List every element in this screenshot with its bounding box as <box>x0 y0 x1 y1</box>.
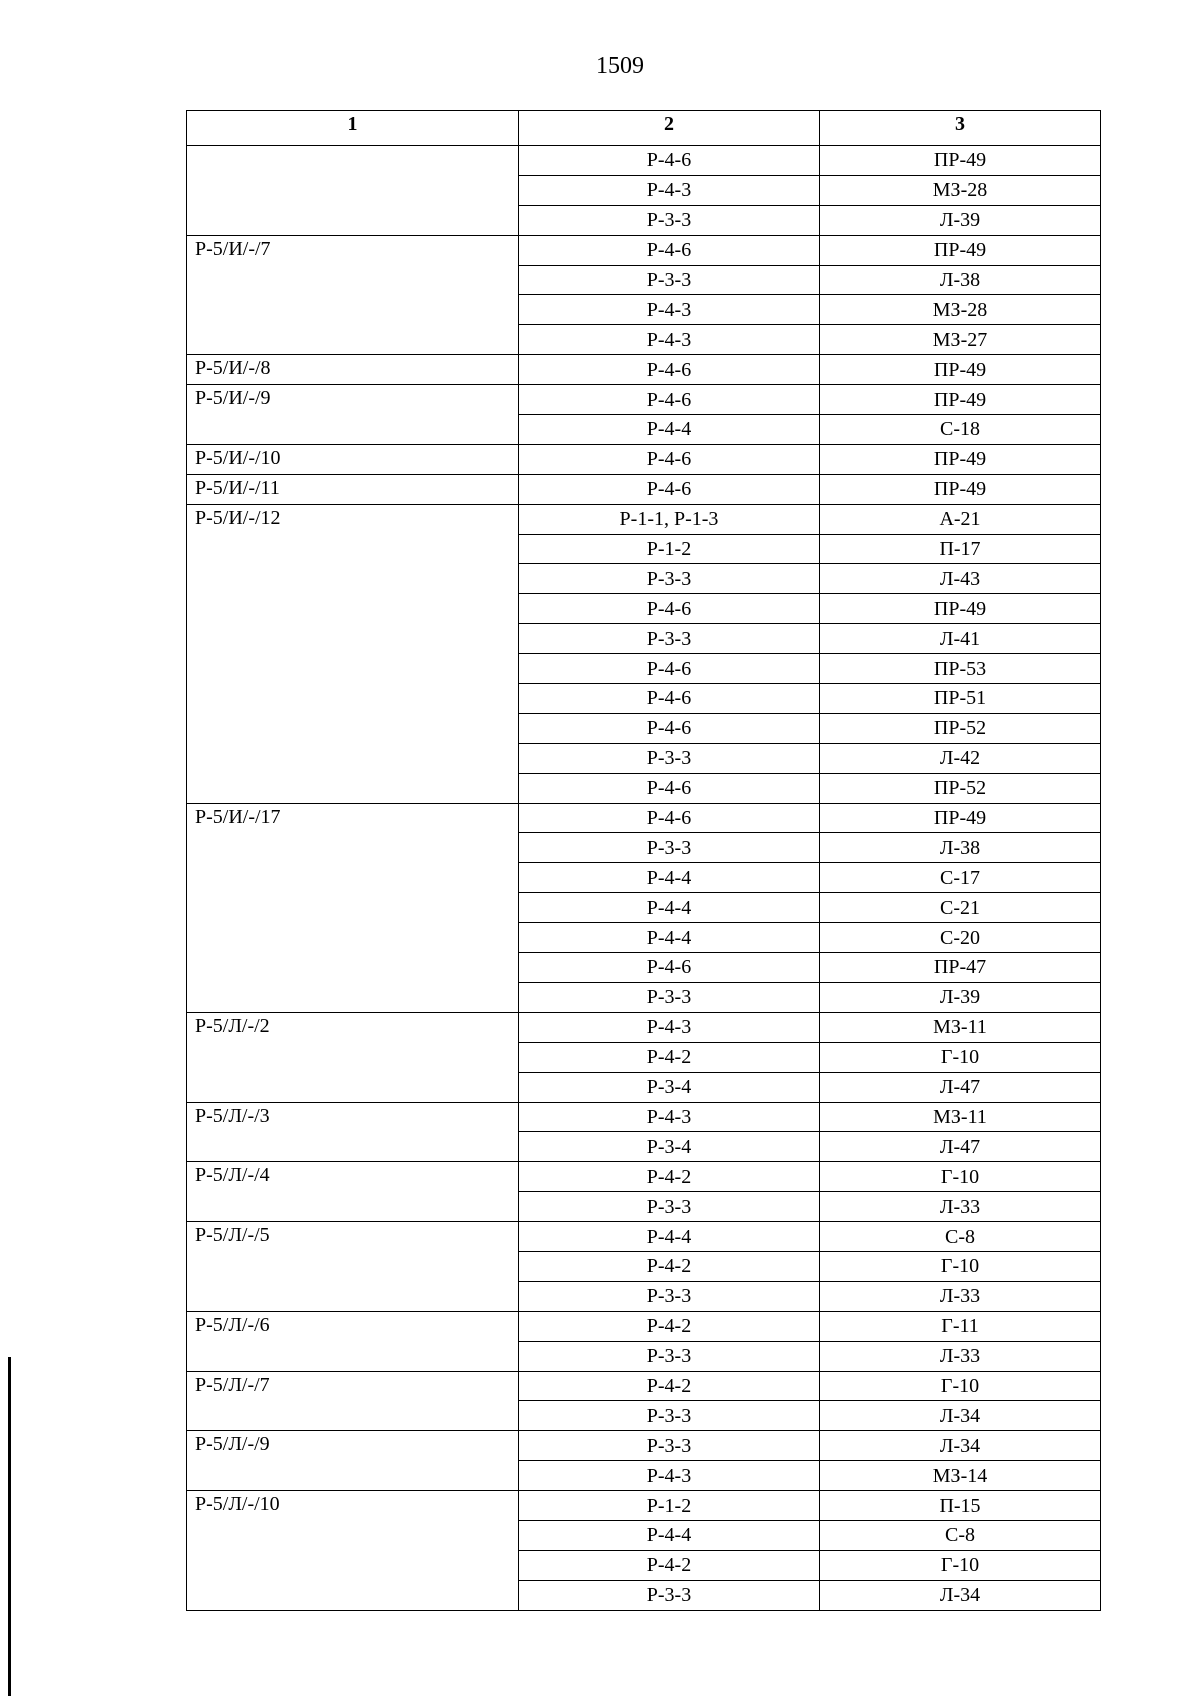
group-label-cell: Р-5/Л/-/3 <box>187 1102 519 1162</box>
group-label-cell: Р-5/Л/-/2 <box>187 1012 519 1102</box>
reference-cell: Р-4-6 <box>519 146 820 176</box>
code-cell: ПР-52 <box>820 773 1101 803</box>
code-cell: ПР-49 <box>820 594 1101 624</box>
code-cell: Г-11 <box>820 1311 1101 1341</box>
reference-cell: Р-4-2 <box>519 1311 820 1341</box>
table-row <box>187 385 1101 415</box>
table-row <box>187 1102 1101 1132</box>
reference-cell: Р-4-3 <box>519 1102 820 1132</box>
group-label-cell <box>187 146 519 236</box>
reference-cell: Р-3-3 <box>519 624 820 654</box>
reference-cell: Р-4-6 <box>519 474 820 504</box>
code-cell: ПР-49 <box>820 146 1101 176</box>
reference-cell: Р-4-6 <box>519 235 820 265</box>
reference-cell: Р-4-4 <box>519 1520 820 1550</box>
table-header-row <box>187 111 1101 146</box>
reference-cell: Р-4-3 <box>519 1012 820 1042</box>
reference-table <box>186 110 1101 1611</box>
reference-cell: Р-3-3 <box>519 205 820 235</box>
reference-cell: Р-4-6 <box>519 803 820 833</box>
reference-cell: Р-4-2 <box>519 1162 820 1192</box>
reference-cell: Р-1-2 <box>519 534 820 564</box>
group-label-cell: Р-5/И/-/9 <box>187 385 519 445</box>
code-cell: Л-39 <box>820 982 1101 1012</box>
column-header-2: 2 <box>519 111 820 146</box>
code-cell: Л-33 <box>820 1281 1101 1311</box>
code-cell: Л-34 <box>820 1431 1101 1461</box>
code-cell: ПР-49 <box>820 355 1101 385</box>
code-cell: Л-47 <box>820 1072 1101 1102</box>
reference-cell: Р-1-1, Р-1-3 <box>519 504 820 534</box>
code-cell: МЗ-28 <box>820 175 1101 205</box>
reference-cell: Р-3-3 <box>519 564 820 594</box>
code-cell: Л-42 <box>820 743 1101 773</box>
code-cell: МЗ-28 <box>820 295 1101 325</box>
reference-cell: Р-4-2 <box>519 1550 820 1580</box>
code-cell: Г-10 <box>820 1162 1101 1192</box>
code-cell: Г-10 <box>820 1371 1101 1401</box>
code-cell: ПР-47 <box>820 953 1101 983</box>
table-row <box>187 1311 1101 1341</box>
reference-cell: Р-4-6 <box>519 953 820 983</box>
reference-cell: Р-4-6 <box>519 684 820 714</box>
reference-cell: Р-4-2 <box>519 1042 820 1072</box>
group-label-cell: Р-5/Л/-/10 <box>187 1491 519 1611</box>
table-row <box>187 1491 1101 1521</box>
code-cell: ПР-53 <box>820 654 1101 684</box>
group-label-cell: Р-5/Л/-/9 <box>187 1431 519 1491</box>
page-number: 1509 <box>596 53 644 79</box>
reference-cell: Р-4-4 <box>519 1222 820 1252</box>
reference-cell: Р-4-2 <box>519 1371 820 1401</box>
reference-cell: Р-3-3 <box>519 743 820 773</box>
code-cell: С-20 <box>820 923 1101 953</box>
group-label-cell: Р-5/И/-/8 <box>187 355 519 385</box>
group-label-cell: Р-5/Л/-/6 <box>187 1311 519 1371</box>
reference-cell: Р-4-4 <box>519 863 820 893</box>
code-cell: Л-39 <box>820 205 1101 235</box>
code-cell: Л-33 <box>820 1341 1101 1371</box>
group-label-cell: Р-5/И/-/7 <box>187 235 519 355</box>
reference-cell: Р-4-3 <box>519 325 820 355</box>
reference-cell: Р-3-3 <box>519 982 820 1012</box>
table-row <box>187 1371 1101 1401</box>
reference-cell: Р-3-4 <box>519 1072 820 1102</box>
reference-cell: Р-3-3 <box>519 833 820 863</box>
reference-cell: Р-4-3 <box>519 175 820 205</box>
table-row <box>187 146 1101 176</box>
table-row <box>187 444 1101 474</box>
code-cell: Л-38 <box>820 833 1101 863</box>
code-cell: Л-33 <box>820 1192 1101 1222</box>
group-label-cell: Р-5/И/-/12 <box>187 504 519 803</box>
reference-cell: Р-4-6 <box>519 773 820 803</box>
code-cell: ПР-52 <box>820 713 1101 743</box>
reference-cell: Р-4-4 <box>519 415 820 445</box>
reference-cell: Р-4-6 <box>519 594 820 624</box>
reference-cell: Р-4-6 <box>519 385 820 415</box>
table-row <box>187 803 1101 833</box>
code-cell: П-15 <box>820 1491 1101 1521</box>
group-label-cell: Р-5/Л/-/4 <box>187 1162 519 1222</box>
code-cell: А-21 <box>820 504 1101 534</box>
code-cell: МЗ-11 <box>820 1102 1101 1132</box>
reference-cell: Р-3-3 <box>519 1281 820 1311</box>
reference-cell: Р-4-6 <box>519 355 820 385</box>
code-cell: П-17 <box>820 534 1101 564</box>
code-cell: Г-10 <box>820 1550 1101 1580</box>
code-cell: МЗ-27 <box>820 325 1101 355</box>
column-header-1: 1 <box>187 111 519 146</box>
group-label-cell: Р-5/Л/-/7 <box>187 1371 519 1431</box>
reference-cell: Р-4-3 <box>519 1461 820 1491</box>
code-cell: ПР-49 <box>820 385 1101 415</box>
code-cell: Г-10 <box>820 1251 1101 1281</box>
code-cell: ПР-51 <box>820 684 1101 714</box>
reference-cell: Р-3-3 <box>519 1341 820 1371</box>
code-cell: ПР-49 <box>820 444 1101 474</box>
reference-cell: Р-4-4 <box>519 923 820 953</box>
code-cell: С-8 <box>820 1222 1101 1252</box>
code-cell: ПР-49 <box>820 803 1101 833</box>
group-label-cell: Р-5/И/-/10 <box>187 444 519 474</box>
reference-cell: Р-4-6 <box>519 654 820 684</box>
reference-cell: Р-3-3 <box>519 1401 820 1431</box>
table-body <box>187 146 1101 1611</box>
table-row <box>187 474 1101 504</box>
reference-cell: Р-4-2 <box>519 1251 820 1281</box>
table-row <box>187 1222 1101 1252</box>
table-row <box>187 1431 1101 1461</box>
code-cell: С-18 <box>820 415 1101 445</box>
table-row <box>187 504 1101 534</box>
group-label-cell: Р-5/И/-/17 <box>187 803 519 1012</box>
group-label-cell: Р-5/Л/-/5 <box>187 1222 519 1312</box>
reference-cell: Р-4-6 <box>519 444 820 474</box>
reference-cell: Р-3-3 <box>519 1431 820 1461</box>
code-cell: ПР-49 <box>820 235 1101 265</box>
reference-cell: Р-3-3 <box>519 1580 820 1610</box>
group-label-cell: Р-5/И/-/11 <box>187 474 519 504</box>
reference-cell: Р-3-3 <box>519 265 820 295</box>
column-header-3: 3 <box>820 111 1101 146</box>
code-cell: ПР-49 <box>820 474 1101 504</box>
code-cell: Л-34 <box>820 1580 1101 1610</box>
table-row <box>187 1012 1101 1042</box>
code-cell: С-17 <box>820 863 1101 893</box>
code-cell: МЗ-14 <box>820 1461 1101 1491</box>
code-cell: С-21 <box>820 893 1101 923</box>
code-cell: Г-10 <box>820 1042 1101 1072</box>
code-cell: МЗ-11 <box>820 1012 1101 1042</box>
code-cell: Л-38 <box>820 265 1101 295</box>
table-row <box>187 355 1101 385</box>
reference-cell: Р-4-4 <box>519 893 820 923</box>
reference-cell: Р-3-3 <box>519 1192 820 1222</box>
reference-cell: Р-4-3 <box>519 295 820 325</box>
code-cell: Л-41 <box>820 624 1101 654</box>
code-cell: Л-47 <box>820 1132 1101 1162</box>
table-row <box>187 1162 1101 1192</box>
reference-cell: Р-4-6 <box>519 713 820 743</box>
code-cell: Л-34 <box>820 1401 1101 1431</box>
code-cell: Л-43 <box>820 564 1101 594</box>
reference-cell: Р-3-4 <box>519 1132 820 1162</box>
scan-edge-line <box>8 1357 11 1696</box>
code-cell: С-8 <box>820 1520 1101 1550</box>
table-row <box>187 235 1101 265</box>
reference-cell: Р-1-2 <box>519 1491 820 1521</box>
